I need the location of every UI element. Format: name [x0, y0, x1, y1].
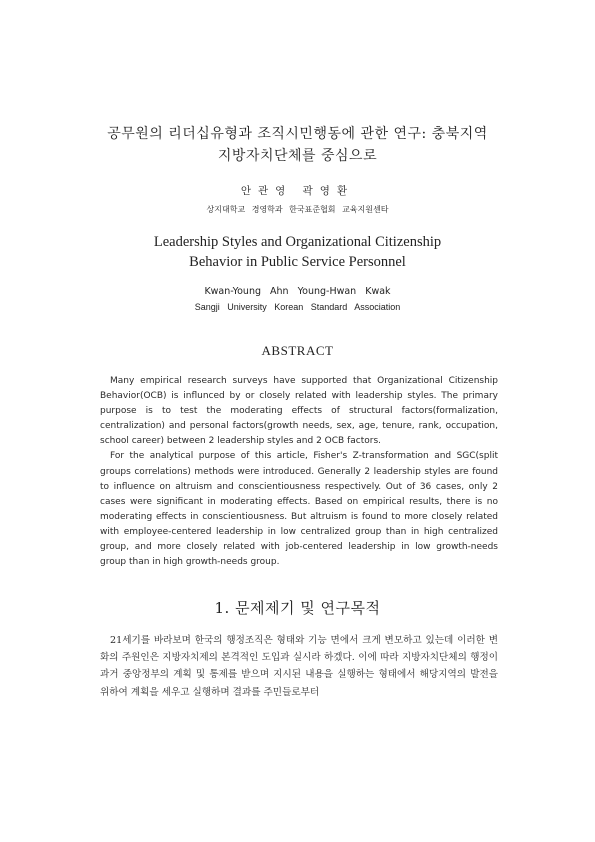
english-title-line-1: Leadership Styles and Organizational Citizenship: [153, 234, 442, 250]
section-paragraph: 21세기를 바라보며 한국의 행정조직은 형태와 기능 면에서 크게 변모하고 있는데 이러한 변화의 주원인은 지방자치제의 본격적인 도입과 실시라 하겠다. 이에 따라 지방자치단체의 행정이 과거 중앙정부의 계획 및 통제를 받으며 지시된 내용을 실행하는 형태에서 해당지역의 발전을 위하여 계획을 세우고 실행하며 결과를 주민들로부터: [100, 635, 498, 698]
korean-title-line-2: 지방자치단체를 중심으로: [217, 148, 378, 164]
korean-authors: 안관영 곽영환: [240, 185, 355, 197]
section-heading: 1. 문제제기 및 연구목적: [214, 599, 381, 617]
english-title-line-2: Behavior in Public Service Personnel: [189, 254, 406, 270]
abstract-paragraph-2: For the analytical purpose of this article, Fisher's Z-transformation and SGC(split groups correlations) methods were introduced. Generally 2 leadership styles are found to influence on altruism and conscientiousness respectively. Out of 36 cases, only 2 cases were significant in moderating effects. Based on empirical results, there is no moderating effects in conscientiousness. But altruism is found to more closely related with employee-centered leadership in low centralized group than in high centralized group, and more closely related with job-centered leadership in low growth-needs group than in high growth-needs group.: [100, 451, 498, 568]
english-affiliations: Sangji University Korean Standard Association: [194, 302, 401, 312]
english-authors: Kwan-Young Ahn Young-Hwan Kwak: [204, 286, 391, 297]
abstract-heading: ABSTRACT: [261, 343, 334, 358]
korean-title-line-1: 공무원의 리더십유형과 조직시민행동에 관한 연구: 충북지역: [107, 126, 488, 142]
abstract-body: [100, 374, 498, 570]
abstract-paragraph-1: Many empirical research surveys have supported that Organizational Citizenship Behavior(OCB) is influnced by or closely related with leadership styles. The primary purpose is to test the moderating effects of structural factors(formalization, centralization) and personal factors(growth needs, sex, age, tenure, rank, occupation, school career) between 2 leadership styles and 2 OCB factors.: [100, 376, 498, 447]
korean-affiliations: 상지대학교 경영학과 한국표준협회 교육지원센타: [206, 205, 389, 214]
